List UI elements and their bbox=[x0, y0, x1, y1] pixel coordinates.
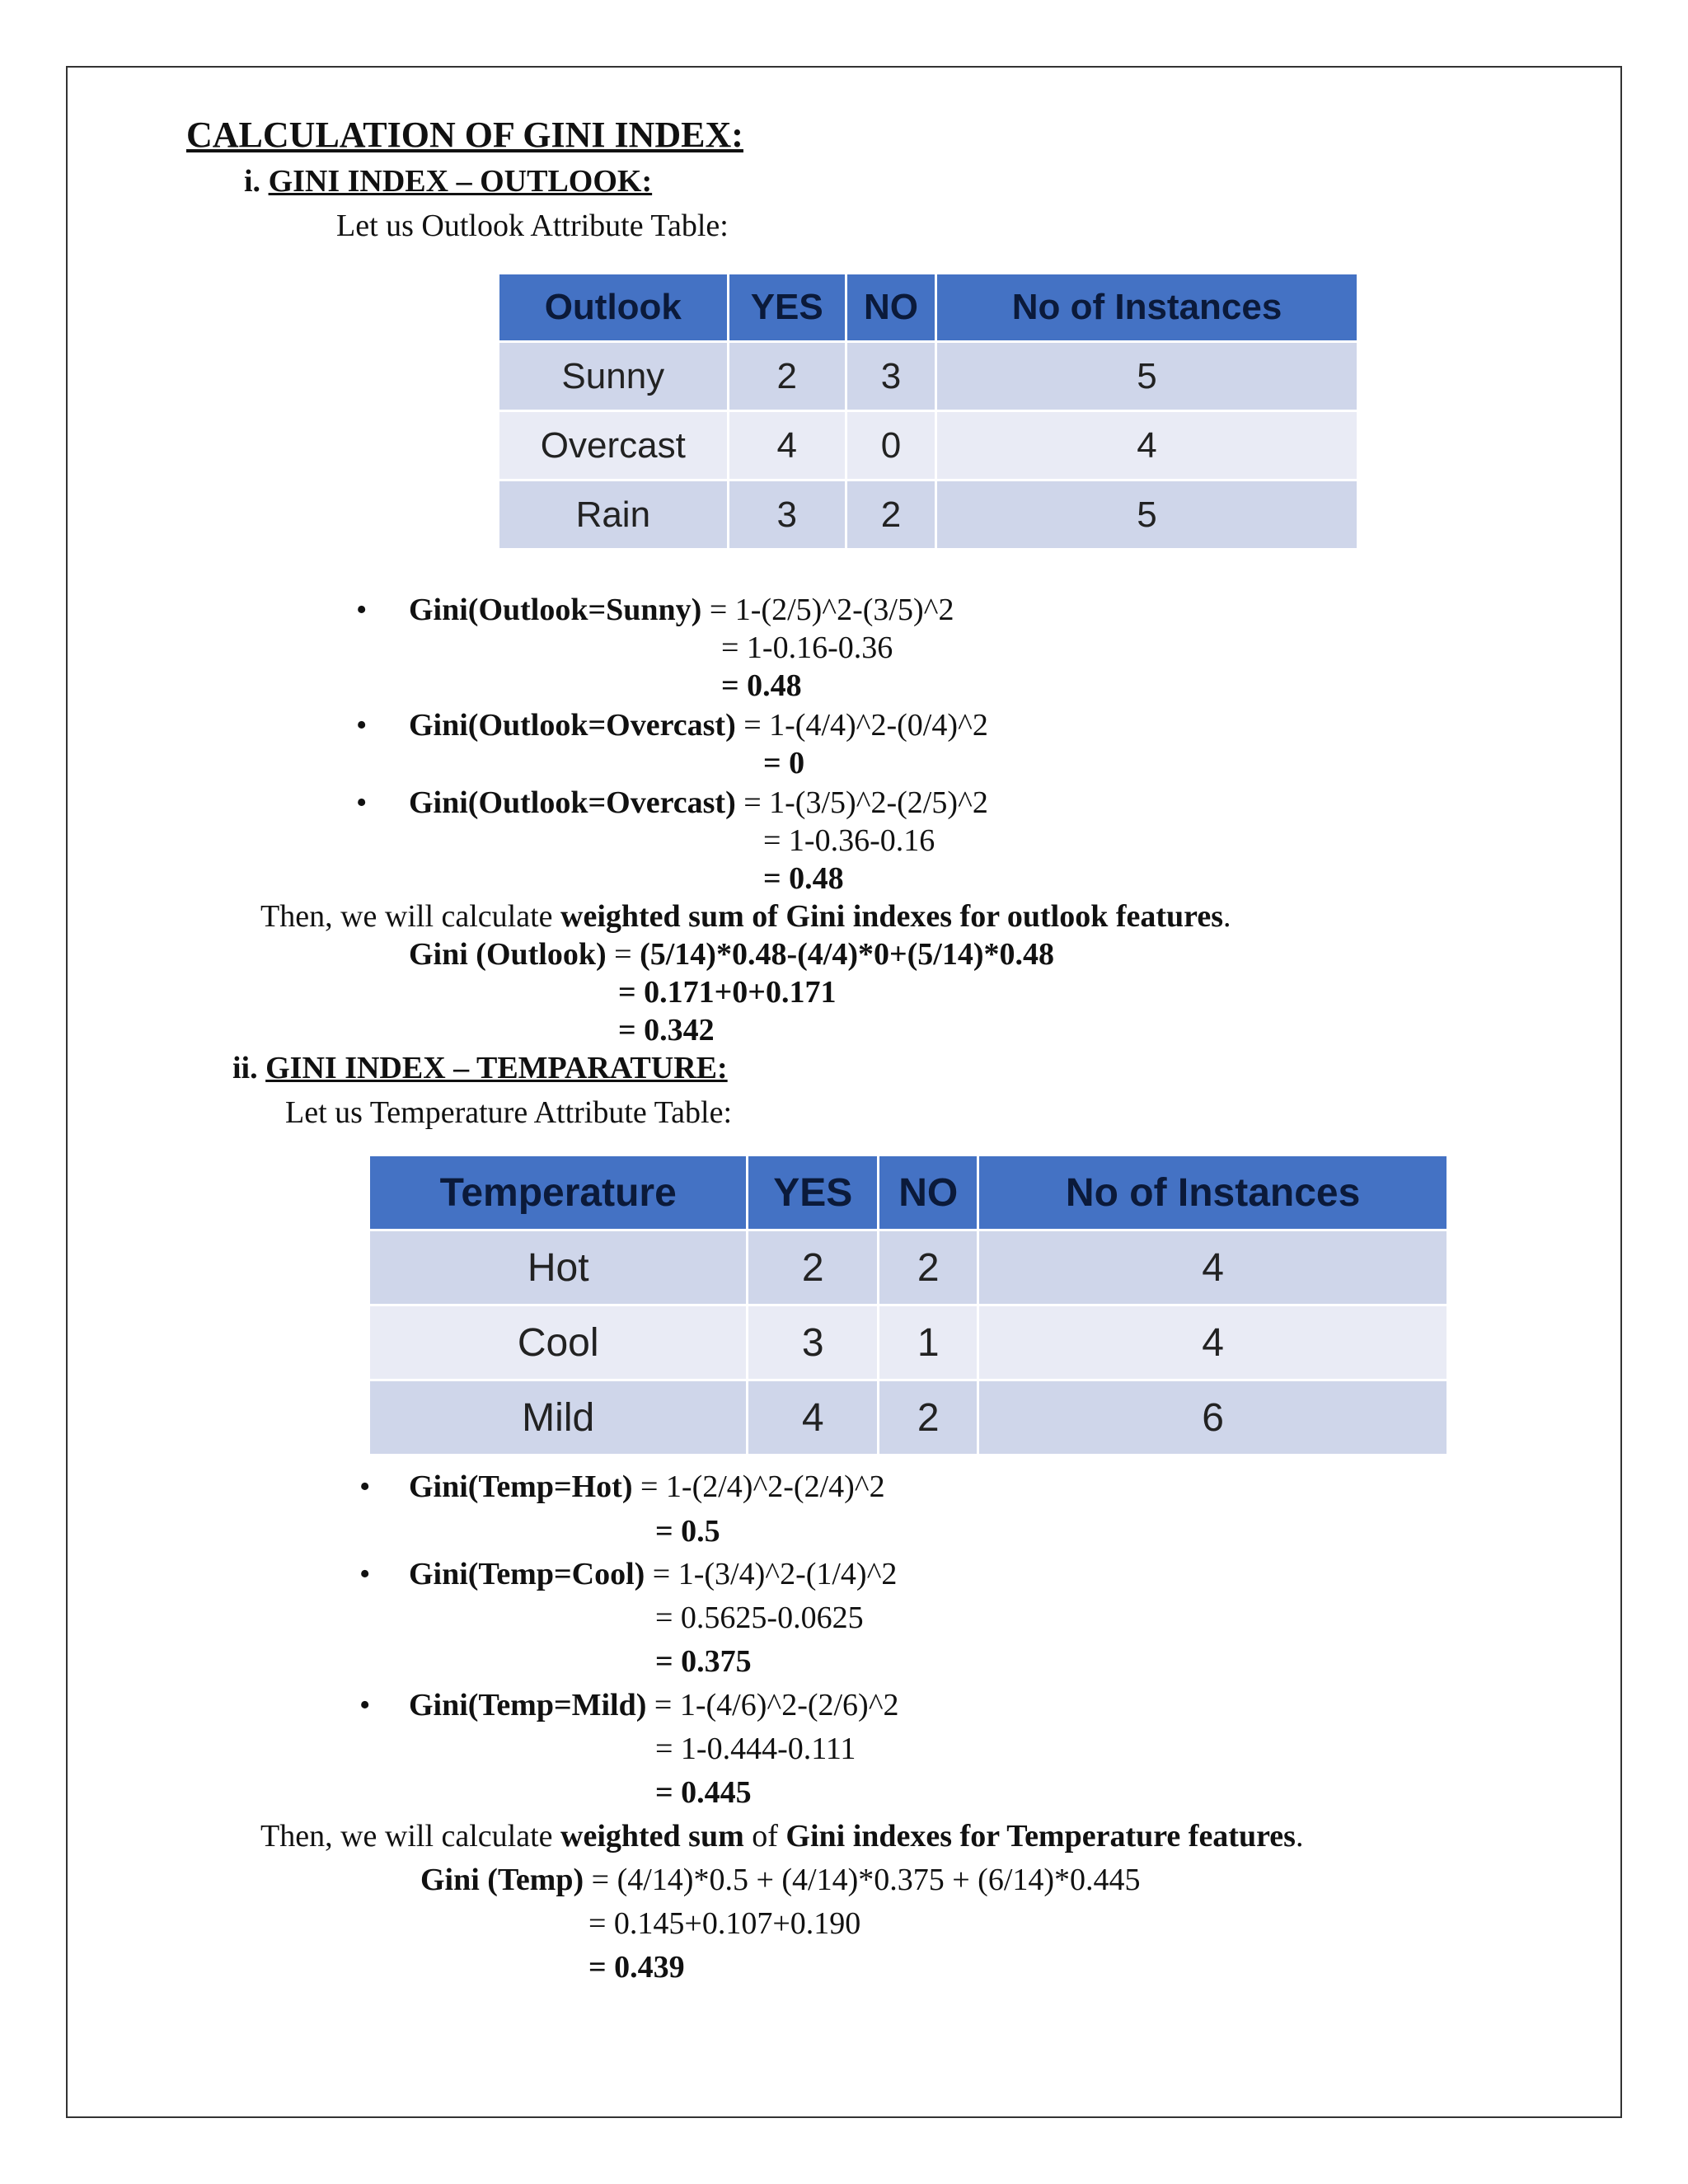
column-header: Outlook bbox=[499, 274, 729, 342]
bullet-icon: • bbox=[359, 1557, 371, 1591]
temperature-attribute-table bbox=[368, 1154, 1449, 1456]
calc-result: = 0 bbox=[763, 746, 805, 780]
column-header: No of Instances bbox=[978, 1155, 1448, 1230]
table-cell: 2 bbox=[728, 342, 846, 411]
column-header: NO bbox=[846, 274, 935, 342]
calc-expression: = 1-(2/5)^2-(3/5)^2 bbox=[701, 593, 954, 627]
table-cell: 4 bbox=[728, 411, 846, 480]
formula-label: Gini (Outlook) bbox=[409, 937, 607, 972]
calc-result: = 0.48 bbox=[763, 861, 844, 896]
outlook-attribute-table bbox=[497, 272, 1359, 551]
calc-result: = 0.445 bbox=[655, 1775, 752, 1810]
calc-expression: = 1-(3/4)^2-(1/4)^2 bbox=[645, 1557, 898, 1591]
table-cell: 2 bbox=[748, 1230, 879, 1305]
calc-expression: = 1-(4/6)^2-(2/6)^2 bbox=[646, 1688, 899, 1722]
calc-result: = 0.48 bbox=[721, 668, 802, 703]
table-cell: Cool bbox=[369, 1305, 748, 1380]
calc-result: = 0.375 bbox=[655, 1644, 752, 1679]
section-temperature-heading bbox=[232, 1050, 728, 1086]
table-cell: 3 bbox=[728, 480, 846, 550]
calc-step: = 1-0.36-0.16 bbox=[763, 823, 935, 858]
calc-mild bbox=[409, 1687, 899, 1723]
table-cell: 4 bbox=[978, 1230, 1448, 1305]
summary-text: Then, we will calculate bbox=[260, 1819, 561, 1854]
table-row bbox=[499, 411, 1358, 480]
calc-step: = 1-0.16-0.36 bbox=[721, 630, 893, 665]
section-intro: Let us Outlook Attribute Table: bbox=[336, 209, 729, 243]
weighted-sum-intro bbox=[260, 898, 1231, 935]
table-row bbox=[369, 1230, 1448, 1305]
formula-eq: = bbox=[606, 937, 640, 972]
gini-temp-formula bbox=[420, 1862, 1141, 1898]
calc-label: Gini(Temp=Cool) bbox=[409, 1557, 645, 1591]
formula-step: = 0.171+0+0.171 bbox=[618, 975, 837, 1010]
calc-cool bbox=[409, 1556, 897, 1592]
summary-bold-text: Gini indexes for Temperature features bbox=[785, 1819, 1296, 1854]
calc-expression: = 1-(4/4)^2-(0/4)^2 bbox=[735, 708, 988, 743]
column-header: No of Instances bbox=[936, 274, 1358, 342]
table-cell: 2 bbox=[879, 1230, 978, 1305]
formula-expression: (5/14)*0.48-(4/4)*0+(5/14)*0.48 bbox=[640, 937, 1054, 972]
section-number: ii. bbox=[232, 1051, 258, 1085]
section-intro: Let us Temperature Attribute Table: bbox=[285, 1095, 733, 1130]
table-cell: 6 bbox=[978, 1380, 1448, 1455]
table-row bbox=[369, 1380, 1448, 1455]
table-cell: 1 bbox=[879, 1305, 978, 1380]
bullet-icon: • bbox=[356, 708, 368, 743]
summary-text: of bbox=[743, 1819, 786, 1854]
summary-bold-text: weighted sum of Gini indexes for outlook features bbox=[560, 899, 1224, 934]
formula-result: = 0.342 bbox=[618, 1013, 715, 1047]
table-row bbox=[369, 1305, 1448, 1380]
calc-label: Gini(Temp=Hot) bbox=[409, 1469, 633, 1504]
table-cell: Hot bbox=[369, 1230, 748, 1305]
table-row bbox=[499, 342, 1358, 411]
bullet-icon: • bbox=[359, 1688, 371, 1722]
calc-label: Gini(Outlook=Sunny) bbox=[409, 593, 702, 627]
calc-overcast bbox=[409, 707, 988, 743]
formula-step: = 0.145+0.107+0.190 bbox=[588, 1906, 861, 1941]
column-header: Temperature bbox=[369, 1155, 748, 1230]
table-cell: 4 bbox=[936, 411, 1358, 480]
bullet-icon: • bbox=[359, 1469, 371, 1504]
table-cell: 2 bbox=[846, 480, 935, 550]
summary-text: Then, we will calculate bbox=[260, 899, 561, 934]
table-cell: Sunny bbox=[499, 342, 729, 411]
calc-label: Gini(Outlook=Overcast) bbox=[409, 785, 736, 820]
table-row bbox=[499, 480, 1358, 550]
calc-sunny bbox=[409, 592, 954, 628]
column-header: YES bbox=[748, 1155, 879, 1230]
calc-step: = 1-0.444-0.111 bbox=[655, 1732, 856, 1766]
table-cell: 2 bbox=[879, 1380, 978, 1455]
formula-result: = 0.439 bbox=[588, 1950, 685, 1985]
summary-text: . bbox=[1295, 1819, 1304, 1854]
calc-label: Gini(Outlook=Overcast) bbox=[409, 708, 736, 743]
calc-result: = 0.5 bbox=[655, 1514, 720, 1549]
column-header: NO bbox=[879, 1155, 978, 1230]
calc-label: Gini(Temp=Mild) bbox=[409, 1688, 647, 1722]
summary-bold-text: weighted sum bbox=[560, 1819, 744, 1854]
section-title: GINI INDEX – OUTLOOK: bbox=[268, 164, 653, 199]
summary-text: . bbox=[1223, 899, 1231, 934]
table-cell: Overcast bbox=[499, 411, 729, 480]
table-header-row bbox=[369, 1155, 1448, 1230]
calc-expression: = 1-(2/4)^2-(2/4)^2 bbox=[632, 1469, 885, 1504]
section-number: i. bbox=[244, 164, 261, 199]
table-cell: 3 bbox=[748, 1305, 879, 1380]
section-outlook-heading bbox=[244, 163, 652, 199]
table-cell: 4 bbox=[748, 1380, 879, 1455]
table-cell: 4 bbox=[978, 1305, 1448, 1380]
column-header: YES bbox=[728, 274, 846, 342]
formula-expression: = (4/14)*0.5 + (4/14)*0.375 + (6/14)*0.445 bbox=[584, 1863, 1141, 1897]
bullet-icon: • bbox=[356, 593, 368, 627]
table-cell: Mild bbox=[369, 1380, 748, 1455]
table-cell: 0 bbox=[846, 411, 935, 480]
calc-step: = 0.5625-0.0625 bbox=[655, 1601, 864, 1635]
section-title: GINI INDEX – TEMPARATURE: bbox=[265, 1051, 728, 1085]
table-cell: 5 bbox=[936, 480, 1358, 550]
table-header-row bbox=[499, 274, 1358, 342]
bullet-icon: • bbox=[356, 785, 368, 820]
formula-label: Gini (Temp) bbox=[420, 1863, 584, 1897]
calc-rain bbox=[409, 785, 988, 821]
calc-expression: = 1-(3/5)^2-(2/5)^2 bbox=[735, 785, 988, 820]
calc-hot bbox=[409, 1469, 885, 1505]
gini-outlook-formula bbox=[409, 936, 1054, 972]
table-cell: 5 bbox=[936, 342, 1358, 411]
table-cell: 3 bbox=[846, 342, 935, 411]
page-title: CALCULATION OF GINI INDEX: bbox=[186, 115, 743, 155]
weighted-sum-intro bbox=[260, 1818, 1303, 1854]
table-cell: Rain bbox=[499, 480, 729, 550]
